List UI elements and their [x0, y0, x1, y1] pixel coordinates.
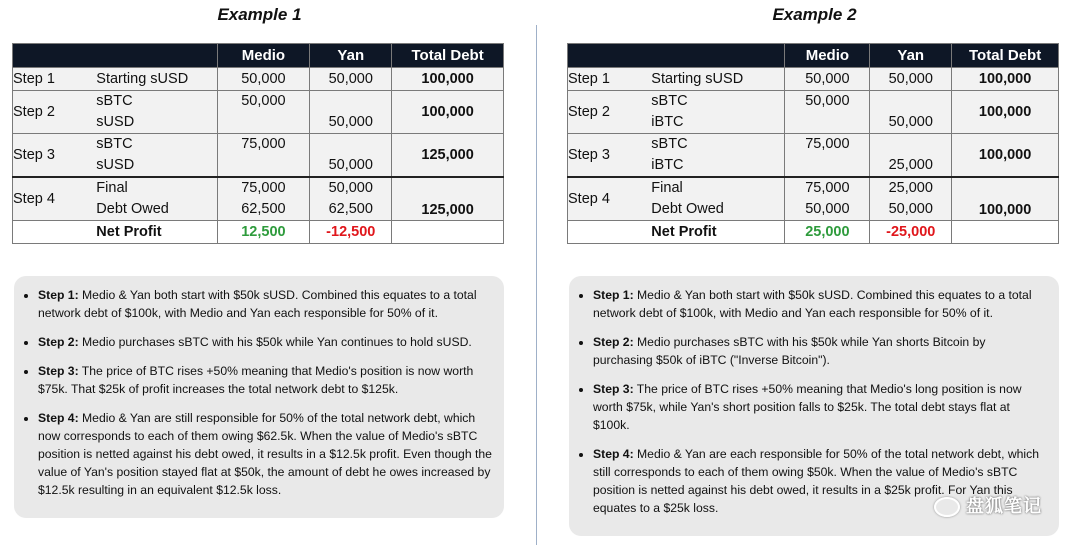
table-row: Step 3 sBTC iBTC 75,000 25,000 100,000: [568, 134, 1059, 178]
table-row: Step 4 Final Debt Owed 75,000 62,500 50,000 62,500 125,000: [13, 177, 504, 221]
table-row: Step 4 Final Debt Owed 75,000 50,000 25,000 50,000 100,000: [568, 177, 1059, 221]
example-2-table: [567, 43, 1059, 244]
list-item: • Step 1: Medio & Yan both start with $50k sUSD. Combined this equates to a total network debt of $100k, with Medio and Yan each responsible for 50% of it.: [38, 286, 492, 322]
col-yan: Yan: [310, 44, 392, 68]
table-header: [13, 44, 504, 68]
net-profit-row: Net Profit 12,500 -12,500: [13, 221, 504, 244]
example-1-notes: [14, 276, 504, 518]
col-total-debt: Total Debt: [952, 44, 1059, 68]
net-profit-row: Net Profit 25,000 -25,000: [568, 221, 1059, 244]
col-medio: Medio: [217, 44, 310, 68]
list-item: • Step 4: Medio & Yan are each responsible for 50% of the total network debt, which still corresponds to each of them owing $50k. When the value of Medio's sBTC position is netted against his debt owed, it results in a $25k profit. For Yan this equates to a $25k loss.: [593, 445, 1047, 517]
list-item: • Step 3: The price of BTC rises +50% meaning that Medio's long position is now worth $75k, while Yan's short position falls to $25k. The total debt stays flat at $100k.: [593, 380, 1047, 434]
col-total-debt: Total Debt: [392, 44, 504, 68]
col-medio: Medio: [785, 44, 870, 68]
list-item: • Step 2: Medio purchases sBTC with his $50k while Yan continues to hold sUSD.: [38, 333, 492, 351]
table-header: [568, 44, 1059, 68]
table-row: Step 3 sBTC sUSD 75,000 50,000 125,000: [13, 134, 504, 178]
wechat-icon: [934, 497, 960, 517]
col-yan: Yan: [870, 44, 952, 68]
list-item: • Step 3: The price of BTC rises +50% meaning that Medio's position is now worth $75k. That $25k of profit increases the total network debt to $125k.: [38, 362, 492, 398]
example-2-title: Example 2: [772, 5, 857, 24]
table-row: Step 2 sBTC sUSD 50,000 50,000 100,000: [13, 91, 504, 134]
list-item: • Step 4: Medio & Yan are still responsible for 50% of the total network debt, which now corresponds to each of them owing $62.5k. When the value of Medio's sBTC position is netted against his debt owed, it results in a $12.5k profit. Even though the value of Yan's position stayed flat at $50k, the amount of debt he owes increased by $12.5k resulting in an equivalent $12.5k loss.: [38, 409, 492, 499]
table-row: Step 1 Starting sUSD 50,000 50,000 100,000: [568, 68, 1059, 91]
watermark: 盘狐笔记: [934, 492, 1042, 518]
list-item: • Step 2: Medio purchases sBTC with his $50k while Yan shorts Bitcoin by purchasing $50k of iBTC ("Inverse Bitcoin").: [593, 333, 1047, 369]
list-item: • Step 1: Medio & Yan both start with $50k sUSD. Combined this equates to a total network debt of $100k, with Medio and Yan each responsible for 50% of it.: [593, 286, 1047, 322]
vertical-divider: [536, 25, 537, 545]
example-1-title: Example 1: [217, 5, 302, 24]
table-row: Step 2 sBTC iBTC 50,000 50,000 100,000: [568, 91, 1059, 134]
table-row: Step 1 Starting sUSD 50,000 50,000 100,000: [13, 68, 504, 91]
example-1-table: [12, 43, 504, 244]
